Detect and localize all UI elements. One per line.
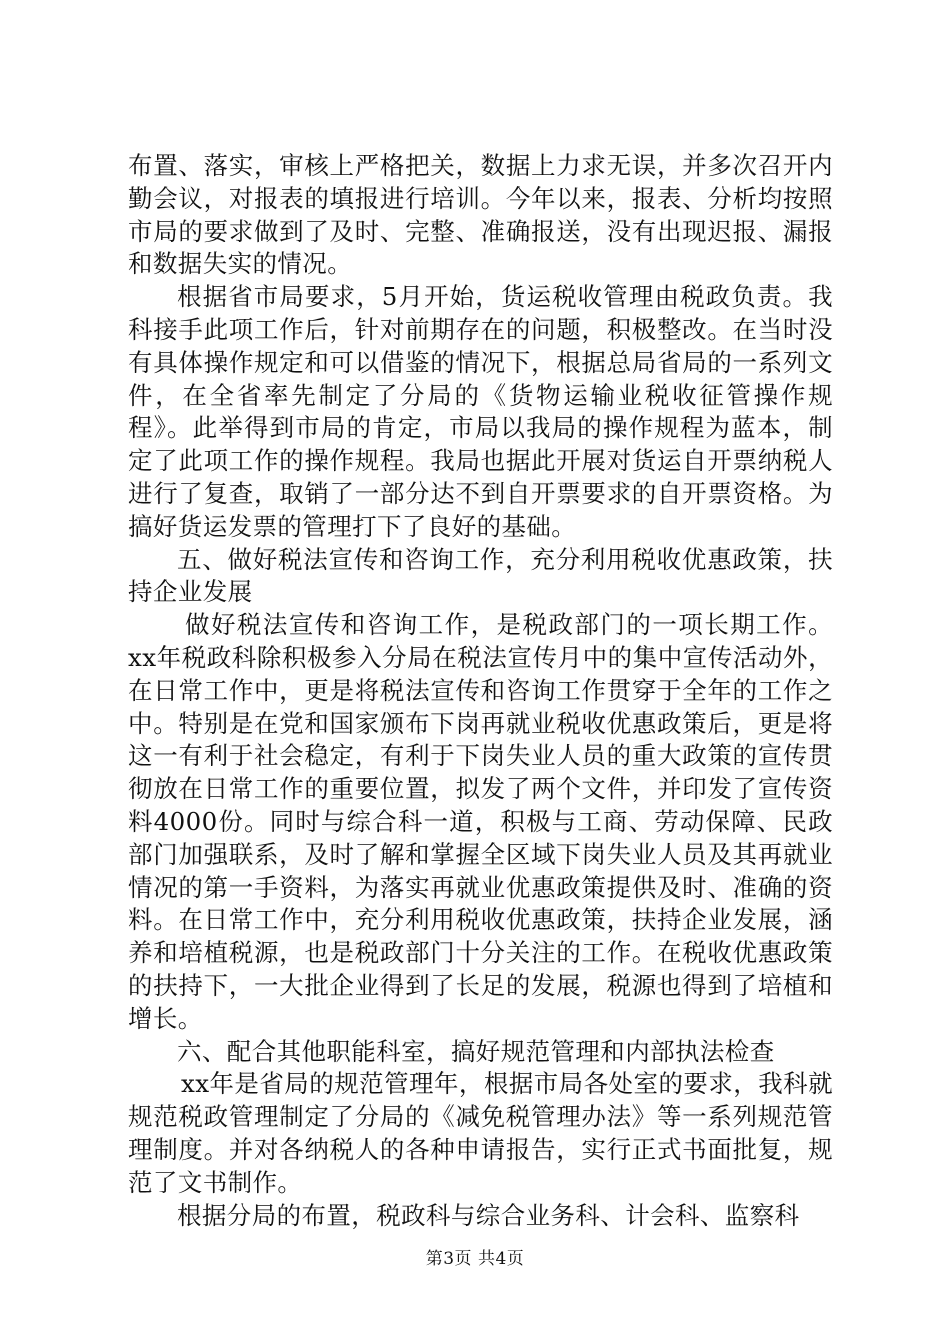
page-number-footer: 第3页 共4页: [425, 1249, 525, 1269]
paragraph-inspection: 根据分局的布置，税政科与综合业务科、计会科、监察科: [177, 1200, 800, 1230]
paragraph-freight-tax: 根据省市局要求，5月开始，货运税收管理由税政负责。我科接手此项工作后，针对前期存在的问题，积极整改。在当时没有具体操作规定和可以借鉴的情况下，根据总局省局的一系列文件，在全省率先制定了分局的《货物运输业税收征管操作规程》。此举得到市局的肯定，市局以我局的操作规程为蓝本，制定了此项工作的操作规程。我局也据此开展对货运自开票纳税人进行了复查，取销了一部分达不到自开票要求的自开票资格。为搞好货运发票的管理打下了良好的基础。: [128, 282, 833, 541]
section-heading-six: 六、配合其他职能科室，搞好规范管理和内部执法检查: [177, 1036, 775, 1066]
paragraph-report-work: 布置、落实，审核上严格把关，数据上力求无误，并多次召开内勤会议，对报表的填报进行培训。今年以来，报表、分析均按照市局的要求做到了及时、完整、准确报送，没有出现迟报、漏报和数据失实的情况。: [128, 151, 833, 279]
section-heading-five: 五、做好税法宣传和咨询工作，充分利用税收优惠政策，扶持企业发展: [128, 544, 833, 607]
document-body: [128, 150, 833, 1232]
paragraph-tax-publicity: 做好税法宣传和咨询工作，是税政部门的一项长期工作。xx年税政科除积极参入分局在税法宣传月中的集中宣传活动外，在日常工作中，更是将税法宣传和咨询工作贯穿于全年的工作之中。特别是在党和国家颁布下岗再就业税收优惠政策后，更是将这一有利于社会稳定，有利于下岗失业人员的重大政策的宣传贯彻放在日常工作的重要位置，拟发了两个文件，并印发了宣传资料4000份。同时与综合科一道，积极与工商、劳动保障、民政部门加强联系，及时了解和掌握全区域下岗失业人员及其再就业情况的第一手资料，为落实再就业优惠政策提供及时、准确的资料。在日常工作中，充分利用税收优惠政策，扶持企业发展，涵养和培植税源，也是税政部门十分关注的工作。在税收优惠政策的扶持下，一大批企业得到了长足的发展，税源也得到了培植和增长。: [128, 610, 833, 1033]
paragraph-standard-management: xx年是省局的规范管理年，根据市局各处室的要求，我科就规范税政管理制定了分局的《减免税管理办法》等一系列规范管理制度。并对各纳税人的各种申请报告，实行正式书面批复，规范了文书制作。: [128, 1069, 833, 1197]
